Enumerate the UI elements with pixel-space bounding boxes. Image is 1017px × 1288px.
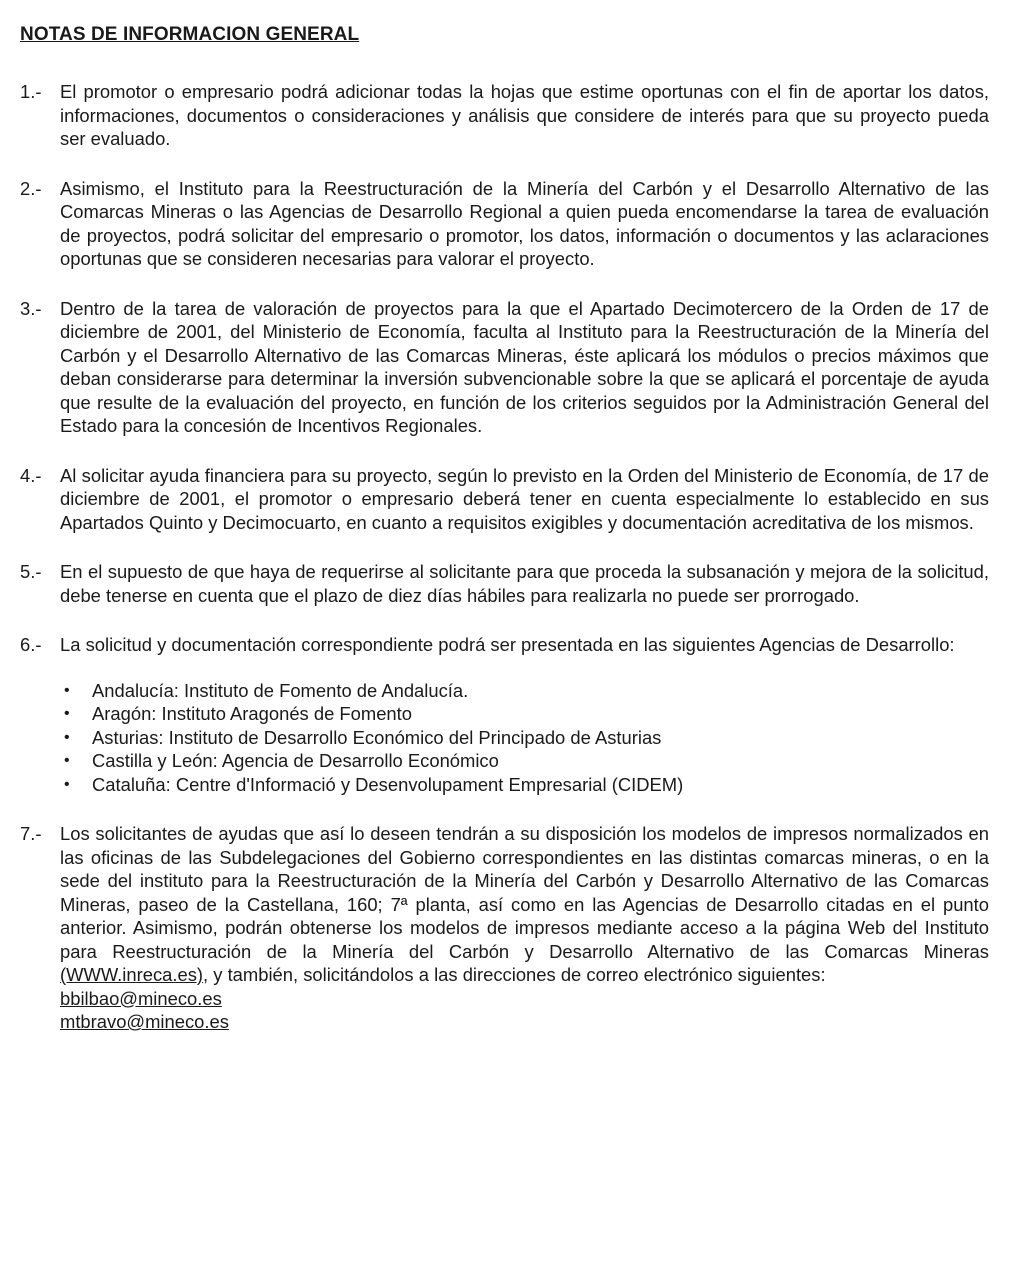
email-link-mtbravo[interactable]: mtbravo@mineco.es [60,1011,229,1032]
note-text: Dentro de la tarea de valoración de proyectos para la que el Apartado Decimotercero de la Orden de 17 de diciembre de 2001, del Ministerio de Economía, faculta al Instituto para la Reestructuración de la Minería del Carbón y el Desarrollo Alternativo de las Comarcas Mineras, éste aplicará los módulos o precios máximos que deban considerarse para determinar la inversión subvencionable sobre la que se aplicará el porcentaje de ayuda que resulte de la evaluación del proyecto, en función de los criterios seguidos por la Administración General del Estado para la concesión de Incentivos Regionales. [60,297,989,436]
page-title: NOTAS DE INFORMACION GENERAL [20,24,360,45]
note-number: 6.- [20,634,42,655]
note-6 [20,633,989,796]
bullet-icon: • [64,705,70,722]
note-number: 4.- [20,464,42,486]
note-2 [20,177,989,271]
note-3 [20,297,989,438]
website-link[interactable]: (WWW.inreca.es) [60,964,204,985]
note-5 [20,560,989,607]
list-item: • Asturias: Instituto de Desarrollo Económico del Principado de Asturias [64,726,662,748]
note-number: 1.- [20,81,42,102]
note-text: La solicitud y documentación correspondiente podrá ser presentada en las siguientes Agencias de Desarrollo: [60,634,955,655]
list-item: • Andalucía: Instituto de Fomento de Andalucía. [64,679,469,701]
list-item: • Cataluña: Centre d'Informació y Desenvolupament Empresarial (CIDEM) [64,773,684,795]
note-text: Al solicitar ayuda financiera para su proyecto, según lo previsto en la Orden del Ministerio de Economía, de 17 de diciembre de 2001, el promotor o empresario deberá tener en cuenta especialmente lo establecido en sus Apartados Quinto y Decimocuarto, en cuanto a requisitos exigibles y documentación acreditativa de los mismos. [60,464,989,533]
list-item: • Castilla y León: Agencia de Desarrollo Económico [64,750,499,771]
note-number: 2.- [20,177,42,199]
note-text: Los solicitantes de ayudas que así lo deseen tendrán a su disposición los modelos de impresos normalizados en las oficinas de las Subdelegaciones del Gobierno correspondientes en las distintas comarcas mineras, o en la sede del instituto para la Reestructuración de la Minería del Carbón y Desarrollo Alternativo de las Comarcas Mineras, paseo de la Castellana, 160; 7ª planta, así como en las Agencias de Desarrollo citadas en el punto anterior. Asimismo, podrán obtenerse los modelos de impresos mediante acceso a la página Web del Instituto para Reestructuración de la Minería del Carbón y Desarrollo Alternativo de las Comarcas Mineras (WWW.inreca.es), y también, solicitándolos a las direcciones de correo electrónico siguientes: [60,823,989,985]
note-1 [20,80,989,151]
bullet-icon: • [64,681,70,699]
note-number: 7.- [20,823,42,844]
list-item: • Aragón: Instituto Aragonés de Fomento [64,703,412,724]
note-text: Asimismo, el Instituto para la Reestructuración de la Minería del Carbón y el Desarrollo Alternativo de las Comarcas Mineras o las Agencias de Desarrollo Regional a quien pueda encomendarse la tarea de evaluación de proyectos, podrá solicitar del empresario o promotor, los datos, información o documentos y las aclaraciones oportunas que se consideren necesarias para valorar el proyecto. [60,177,989,269]
bullet-icon: • [64,775,70,793]
bullet-icon: • [64,728,70,746]
note-text: En el supuesto de que haya de requerirse al solicitante para que proceda la subsanación y mejora de la solicitud, debe tenerse en cuenta que el plazo de diez días hábiles para realizarla no puede ser prorrogado. [60,561,989,606]
note-4 [20,464,989,535]
note-text: El promotor o empresario podrá adicionar todas la hojas que estime oportunas con el fin de aportar los datos, informaciones, documentos o consideraciones y análisis que considere de interés para que su proyecto pueda ser evaluado. [60,81,989,149]
note-7 [20,822,989,1034]
agency-list [60,679,989,797]
note-number: 3.- [20,297,42,319]
bullet-icon: • [64,752,70,769]
note-number: 5.- [20,561,42,582]
email-link-bbilbao[interactable]: bbilbao@mineco.es [60,987,222,1009]
